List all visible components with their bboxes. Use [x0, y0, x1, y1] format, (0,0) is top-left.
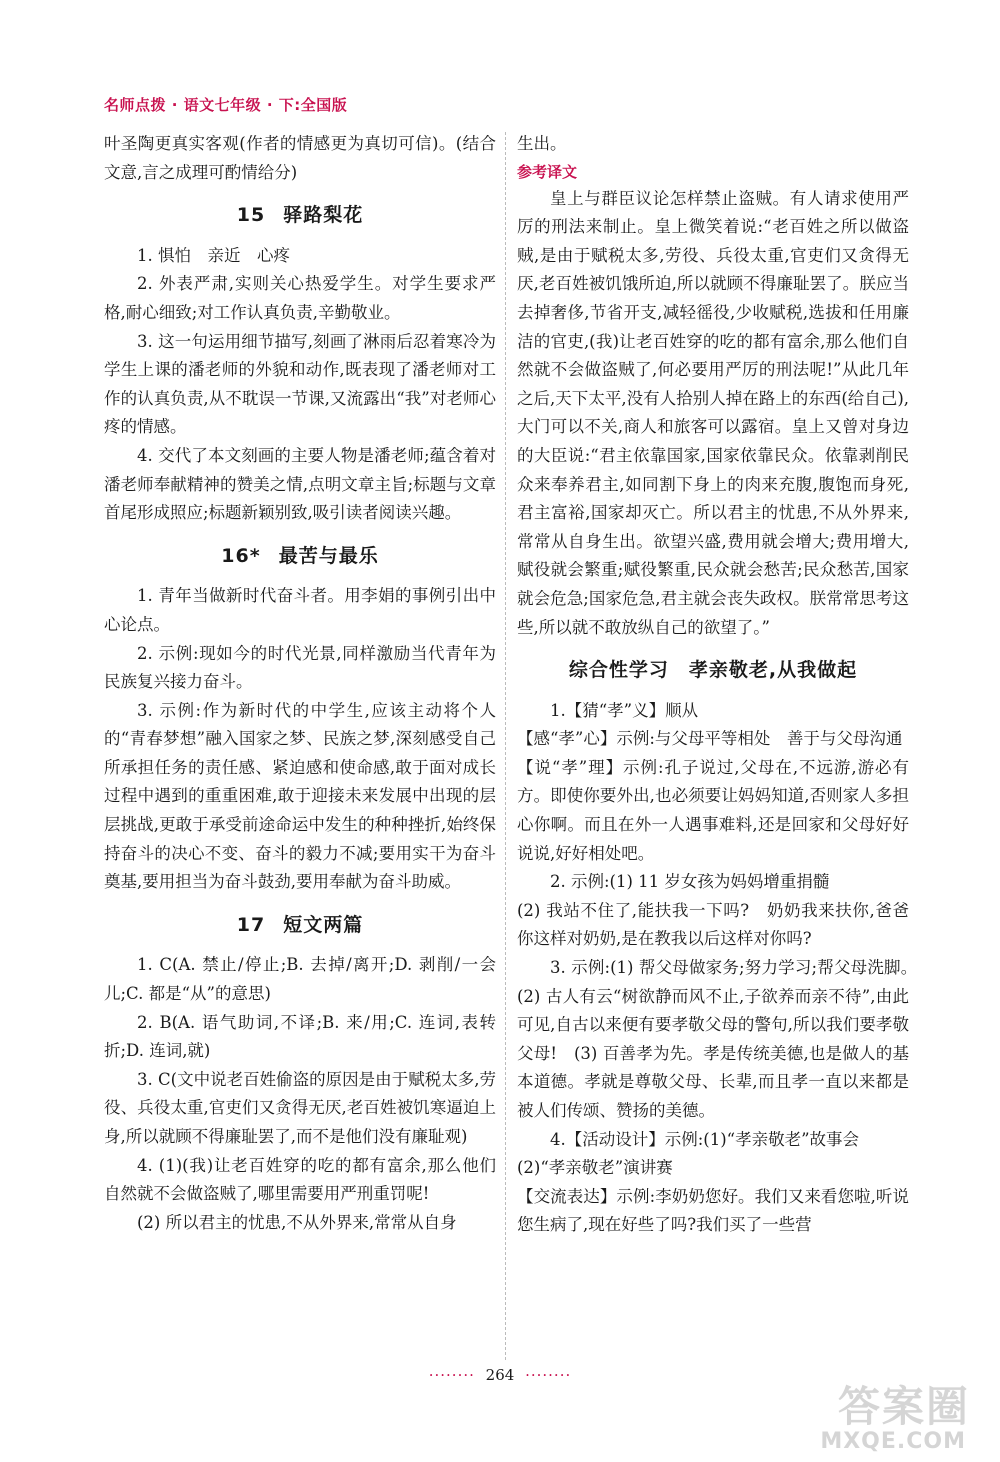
section-number: 15: [236, 204, 266, 227]
answer-item: 2. 外表严肃,实则关心热爱学生。对学生要求严格,耐心细致;对工作认真负责,辛勤敬业。: [104, 274, 496, 322]
column-divider: [505, 132, 506, 1360]
section-heading-15: [104, 201, 496, 230]
answer-item: 3. C(文中说老百姓偷盗的原因是由于赋税太多,劳役、兵役太重,官吏们又贪得无厌,老百姓被饥寒逼迫上身,所以就顾不得廉耻罢了,而不是他们没有廉耻观): [104, 1069, 496, 1146]
page-number: 264: [485, 1366, 515, 1384]
answer-item: 2. B(A. 语气助词,不译;B. 来/用;C. 连词,表转折;D. 连词,就): [104, 1012, 496, 1061]
left-column: [104, 130, 496, 1237]
right-column: [517, 130, 926, 1240]
section-heading-17: [104, 911, 496, 940]
footer-dots-right: ········: [525, 1366, 572, 1384]
section-heading-zonghe: 综合性学习 孝亲敬老,从我做起: [568, 659, 858, 682]
answer-item: (2) 我站不住了,能扶我一下吗? 奶奶我来扶你,爸爸你这样对奶奶,是在教我以后这样对你吗?: [517, 900, 909, 949]
section-number: 17: [236, 913, 266, 936]
site-watermark: [780, 1374, 970, 1454]
continued-text: 生出。: [517, 134, 567, 153]
intro-text: 叶圣陶更真实客观(作者的情感更为真切可信)。(结合文意,言之成理可酌情给分): [104, 134, 496, 182]
section-title: 最苦与最乐: [278, 544, 379, 567]
answer-item: 3. 这一句运用细节描写,刻画了淋雨后忍着寒冷为学生上课的潘老师的外貌和动作,既表现了潘老师对工作的认真负责,从不耽误一节课,又流露出“我”对老师心疼的情感。: [104, 331, 496, 437]
answer-item: 1. 惧怕 亲近 心疼: [137, 245, 290, 265]
answer-item: 2. 示例:现如今的时代光景,同样激励当代青年为民族复兴接力奋斗。: [104, 643, 496, 692]
translation-text: 皇上与群臣议论怎样禁止盗贼。有人请求使用严厉的刑法来制止。皇上微笑着说:“老百姓之所以做盗贼,是由于赋税太多,劳役、兵役太重,官吏们又贪得无厌,老百姓被饥饿所迫,所以就顾不得廉耻罢了。朕应当去掉奢侈,节省开支,减轻徭役,少收赋税,选拔和任用廉洁的官吏,(我)让老百姓穿的吃的都有富余,那么他们自然就不会做盗贼了,何必要用严厉的刑法呢!”从此几年之后,天下太平,没有人拾别人掉在路上的东西(给自己),大门可以不关,商人和旅客可以露宿。皇上又曾对身边的大臣说:“君主依靠国家,国家依靠民众。依靠剥削民众来奉养君主,如同割下身上的肉来充腹,腹饱而身死,君主富裕,国家却灭亡。所以君主的忧患,不从外界来,常常从自身生出。欲望兴盛,费用就会增大;费用增大,赋役就会繁重;赋役繁重,民众就会愁苦;民众愁苦,国家就会危急;国家危急,君主就会丧失政权。朕常常思考这些,所以就不敢放纵自己的欲望了。”: [517, 188, 909, 637]
footer-dots-left: ········: [428, 1366, 475, 1384]
watermark-logo-text: 答案圈: [837, 1382, 970, 1431]
section-heading-16: [104, 542, 496, 571]
answer-item: 【说“孝”理】示例:孔子说过,父母在,不远游,游必有方。即使你要外出,也必须要让妈妈知道,否则家人多担心你啊。而且在外一人遇事难料,还是回家和父母好好说说,好好相处吧。: [517, 757, 909, 863]
answer-item: 4. 交代了本文刻画的主要人物是潘老师;蕴含着对潘老师奉献精神的赞美之情,点明文章主旨;标题与文章首尾形成照应;标题新颖别致,吸引读者阅读兴趣。: [104, 445, 496, 523]
reference-translation-label: 参考译文: [517, 162, 578, 181]
answer-item: 4.【活动设计】示例:(1)“孝亲敬老”故事会: [550, 1129, 860, 1149]
watermark-url: MXQE.COM: [820, 1429, 966, 1454]
book-header: 名师点拨 · 语文七年级 · 下:全国版: [104, 96, 348, 114]
answer-item: 2. 示例:(1) 11 岁女孩为妈妈增重捐髓: [550, 872, 830, 892]
answer-item: 【交流表达】示例:李奶奶您好。我们又来看您啦,听说您生病了,现在好些了吗?我们买了一些营: [517, 1186, 909, 1235]
answer-item: 1. 青年当做新时代奋斗者。用李娟的事例引出中心论点。: [104, 586, 496, 634]
answer-item: 3. 示例:作为新时代的中学生,应该主动将个人的“青春梦想”融入国家之梦、民族之梦,深刻感受自己所承担任务的责任感、紧迫感和使命感,敢于面对成长过程中遇到的重重困难,敢于迎接未来发展中出现的层层挑战,更敢于承受前途命运中发生的种种挫折,始终保持奋斗的决心不变、奋斗的毅力不减;要用实干为奋斗奠基,要用担当为奋斗鼓劲,要用奉献为奋斗助威。: [104, 700, 496, 892]
answer-item: 3. 示例:(1) 帮父母做家务;努力学习;帮父母洗脚。 (2) 古人有云“树欲静而风不止,子欲养而亲不待”,由此可见,自古以来便有要孝敬父母的警句,所以我们要孝敬父母! (3) 百善孝为先。孝是传统美德,也是做人的基本道德。孝就是尊敬父母、长辈,而且孝一直以来都是被人们传颂、赞扬的美德。: [517, 958, 926, 1120]
answer-item: 4. (1)(我)让老百姓穿的吃的都有富余,那么他们自然就不会做盗贼了,哪里需要用严刑重罚呢!: [104, 1155, 496, 1204]
answer-item: 1. C(A. 禁止/停止;B. 去掉/离开;D. 剥削/一会儿;C. 都是“从”的意思): [104, 955, 496, 1004]
answer-item: (2) 所以君主的忧患,不从外界来,常常从自身: [137, 1212, 457, 1232]
section-number: 16*: [221, 544, 261, 567]
answer-item: 1.【猜“孝”义】顺从: [550, 700, 699, 720]
answer-item: (2)“孝亲敬老”演讲赛: [517, 1158, 673, 1178]
answer-item: 【感“孝”心】示例:与父母平等相处 善于与父母沟通: [517, 729, 903, 749]
section-title: 短文两篇: [283, 913, 364, 936]
section-title: 驿路梨花: [283, 204, 364, 227]
